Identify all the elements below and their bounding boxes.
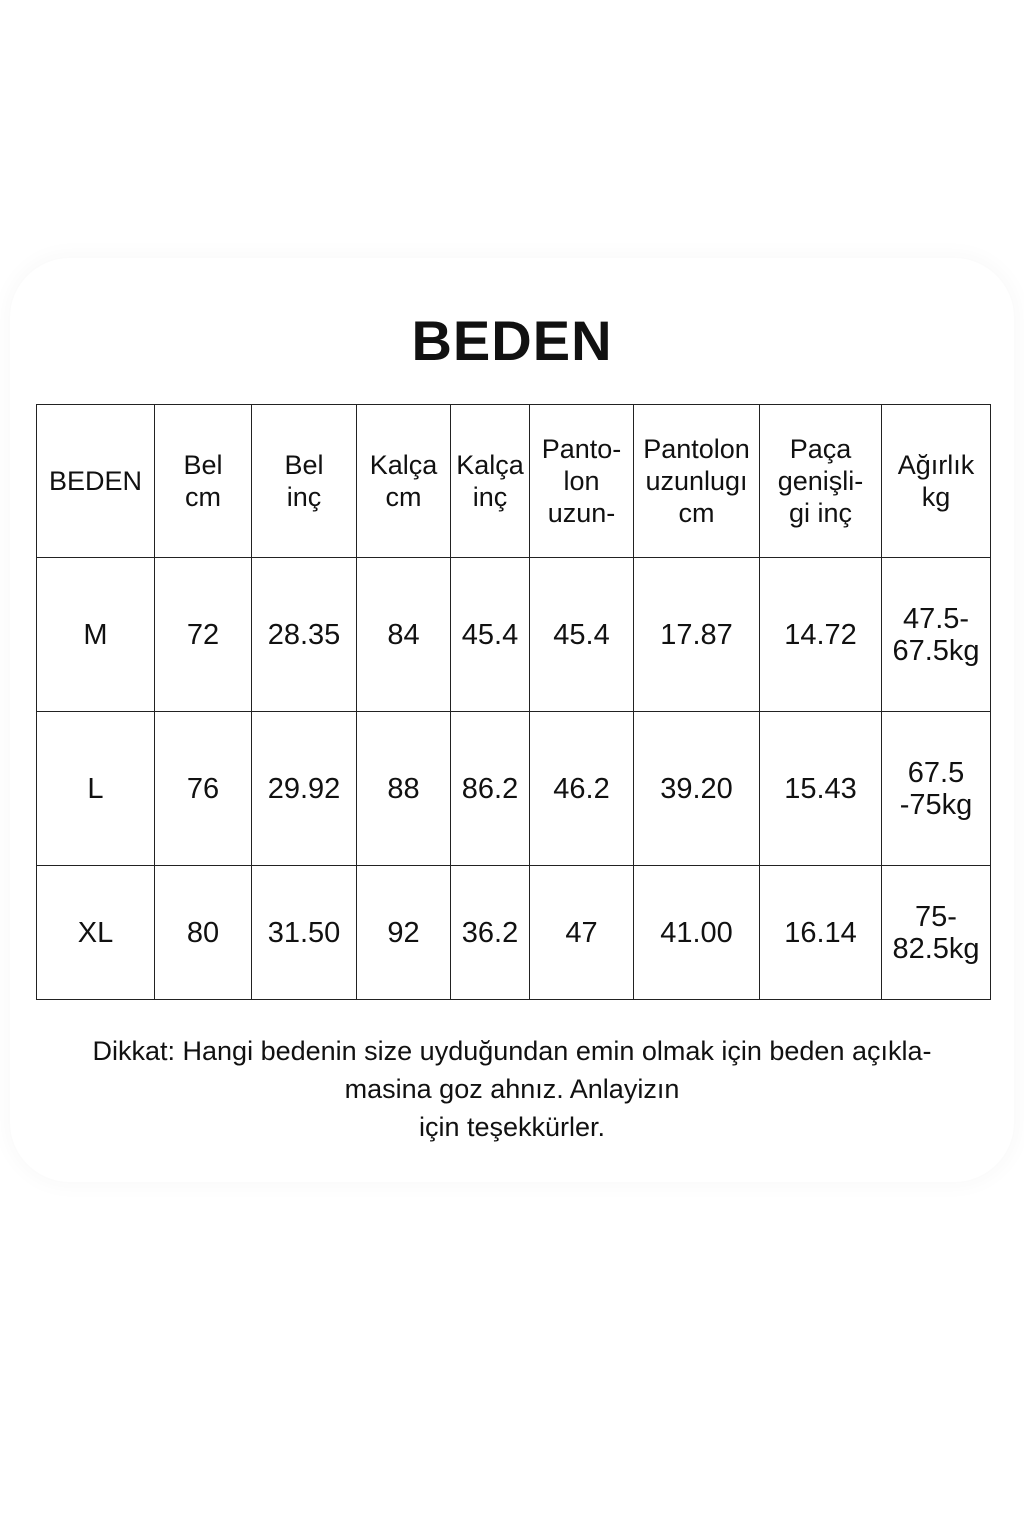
cell-kalca-inc: 45.4 <box>451 558 530 712</box>
cell-agirlik-kg: 75- 82.5kg <box>882 866 991 1000</box>
cell-kalca-cm: 92 <box>357 866 451 1000</box>
cell-pantolon-uzun: 46.2 <box>530 712 634 866</box>
header-bel-cm: Bel cm <box>155 405 252 558</box>
table-row <box>37 712 991 866</box>
size-table <box>36 404 991 1000</box>
cell-size: XL <box>37 866 155 1000</box>
cell-size: M <box>37 558 155 712</box>
cell-pantolon-uzunlugu-cm: 17.87 <box>634 558 760 712</box>
cell-bel-cm: 76 <box>155 712 252 866</box>
table-row <box>37 866 991 1000</box>
header-agirlik-kg: Ağırlık kg <box>882 405 991 558</box>
footnote-line: masina goz ahnız. Anlayizın <box>344 1074 680 1104</box>
header-beden: BEDEN <box>37 405 155 558</box>
header-bel-inc: Bel inç <box>252 405 357 558</box>
header-kalca-cm: Kalça cm <box>357 405 451 558</box>
cell-bel-cm: 80 <box>155 866 252 1000</box>
cell-bel-cm: 72 <box>155 558 252 712</box>
cell-pantolon-uzunlugu-cm: 41.00 <box>634 866 760 1000</box>
cell-bel-inc: 31.50 <box>252 866 357 1000</box>
cell-pantolon-uzunlugu-cm: 39.20 <box>634 712 760 866</box>
header-paca-genisligi-inc: Paça genişli- gi inç <box>760 405 882 558</box>
page-title: BEDEN <box>411 309 613 372</box>
header-pantolon-uzunlugu-cm: Pantolon uzunlugı cm <box>634 405 760 558</box>
cell-bel-inc: 28.35 <box>252 558 357 712</box>
cell-paca-genisligi-inc: 16.14 <box>760 866 882 1000</box>
footnote-line: için teşekkürler. <box>418 1112 606 1142</box>
cell-bel-inc: 29.92 <box>252 712 357 866</box>
header-kalca-inc: Kalça inç <box>451 405 530 558</box>
cell-kalca-inc: 86.2 <box>451 712 530 866</box>
cell-paca-genisligi-inc: 15.43 <box>760 712 882 866</box>
table-row <box>37 558 991 712</box>
cell-pantolon-uzun: 47 <box>530 866 634 1000</box>
cell-agirlik-kg: 47.5- 67.5kg <box>882 558 991 712</box>
footnote <box>30 1032 994 1146</box>
cell-kalca-inc: 36.2 <box>451 866 530 1000</box>
cell-size: L <box>37 712 155 866</box>
cell-agirlik-kg: 67.5 -75kg <box>882 712 991 866</box>
footnote-line: Dikkat: Hangi bedenin size uyduğundan emin olmak için beden açıkla- <box>92 1036 932 1066</box>
cell-paca-genisligi-inc: 14.72 <box>760 558 882 712</box>
header-pantolon-uzun: Panto- lon uzun- <box>530 405 634 558</box>
cell-pantolon-uzun: 45.4 <box>530 558 634 712</box>
cell-kalca-cm: 88 <box>357 712 451 866</box>
table-header-row <box>37 405 991 558</box>
cell-kalca-cm: 84 <box>357 558 451 712</box>
